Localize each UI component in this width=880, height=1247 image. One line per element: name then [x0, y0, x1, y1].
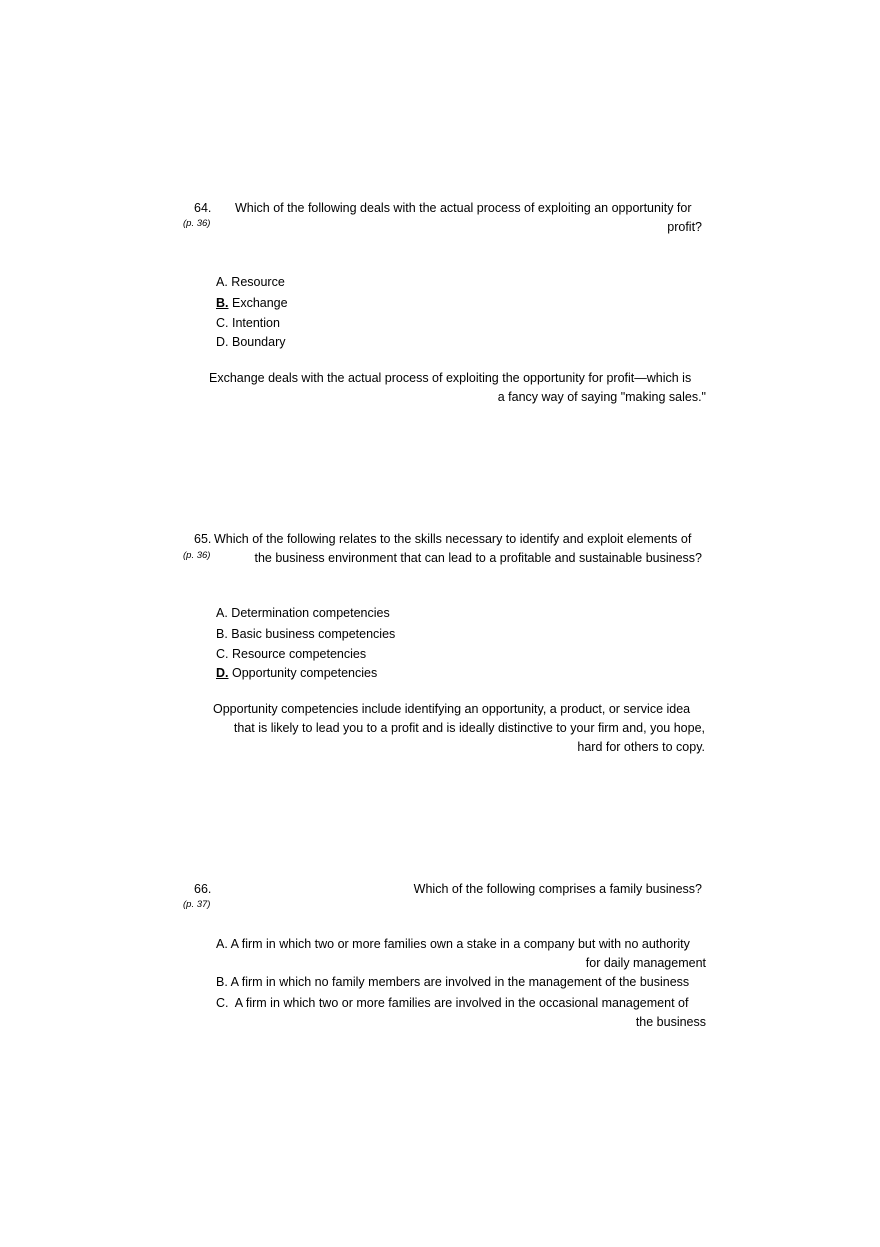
option-letter: B. — [216, 627, 228, 641]
option-text: Boundary — [231, 335, 286, 349]
option-letter: C. — [216, 996, 229, 1010]
option-text: Resource competencies — [231, 647, 367, 661]
option-a — [216, 607, 390, 620]
option-text-line-1: A firm in which two or more families own a stake in a company but with no authority — [230, 937, 690, 951]
explanation-line-2: a fancy way of saying "making sales." — [497, 390, 706, 404]
option-text: Opportunity competencies — [231, 666, 378, 680]
question-number: 65. — [194, 532, 212, 546]
option-b-correct — [216, 297, 288, 310]
option-letter: C. — [216, 316, 229, 330]
question-text-line-2: profit? — [667, 220, 702, 234]
page-reference: (p. 37) — [183, 899, 211, 910]
option-text-line-1: A firm in which no family members are involved in the management of the business — [230, 975, 690, 989]
option-text: Resource — [231, 275, 285, 289]
option-letter: A. — [216, 937, 228, 951]
option-b — [216, 628, 395, 641]
question-text-line-1: Which of the following comprises a family business? — [413, 882, 702, 896]
correct-option-letter: B. — [216, 296, 229, 310]
option-d — [216, 336, 286, 349]
question-number: 66. — [194, 882, 212, 896]
option-b — [216, 976, 689, 989]
option-letter: A. — [216, 275, 228, 289]
option-c — [216, 317, 280, 330]
explanation-line-1: Exchange deals with the actual process of exploiting the opportunity for profit—which is — [209, 371, 692, 385]
option-a-text-line-2: for daily management — [585, 956, 706, 970]
option-a — [216, 276, 285, 289]
question-text-line-1: Which of the following relates to the skills necessary to identify and exploit elements of — [214, 532, 692, 546]
option-letter: B. — [216, 975, 228, 989]
option-text: Exchange — [231, 296, 288, 310]
page-reference: (p. 36) — [183, 550, 211, 561]
option-text: Determination competencies — [231, 606, 390, 620]
question-text-line-2: the business environment that can lead to a profitable and sustainable business? — [254, 551, 702, 565]
option-c-text-line-2: the business — [635, 1015, 706, 1029]
option-c — [216, 997, 688, 1010]
explanation-line-3: hard for others to copy. — [577, 740, 705, 754]
explanation-line-1: Opportunity competencies include identifying an opportunity, a product, or service idea — [213, 702, 691, 716]
option-letter: D. — [216, 335, 229, 349]
question-text-line-1: Which of the following deals with the actual process of exploiting an opportunity for — [235, 201, 692, 215]
option-text: Intention — [231, 316, 280, 330]
option-letter: A. — [216, 606, 228, 620]
option-letter: C. — [216, 647, 229, 661]
option-d-correct — [216, 667, 377, 680]
question-number: 64. — [194, 201, 212, 215]
option-a — [216, 938, 690, 951]
option-c — [216, 648, 366, 661]
page-reference: (p. 36) — [183, 218, 211, 229]
correct-option-letter: D. — [216, 666, 229, 680]
explanation-line-2: that is likely to lead you to a profit and is ideally distinctive to your firm and, you hope, — [233, 721, 705, 735]
option-text-line-1: A firm in which two or more families are involved in the occasional management of — [234, 996, 689, 1010]
option-text: Basic business competencies — [231, 627, 396, 641]
